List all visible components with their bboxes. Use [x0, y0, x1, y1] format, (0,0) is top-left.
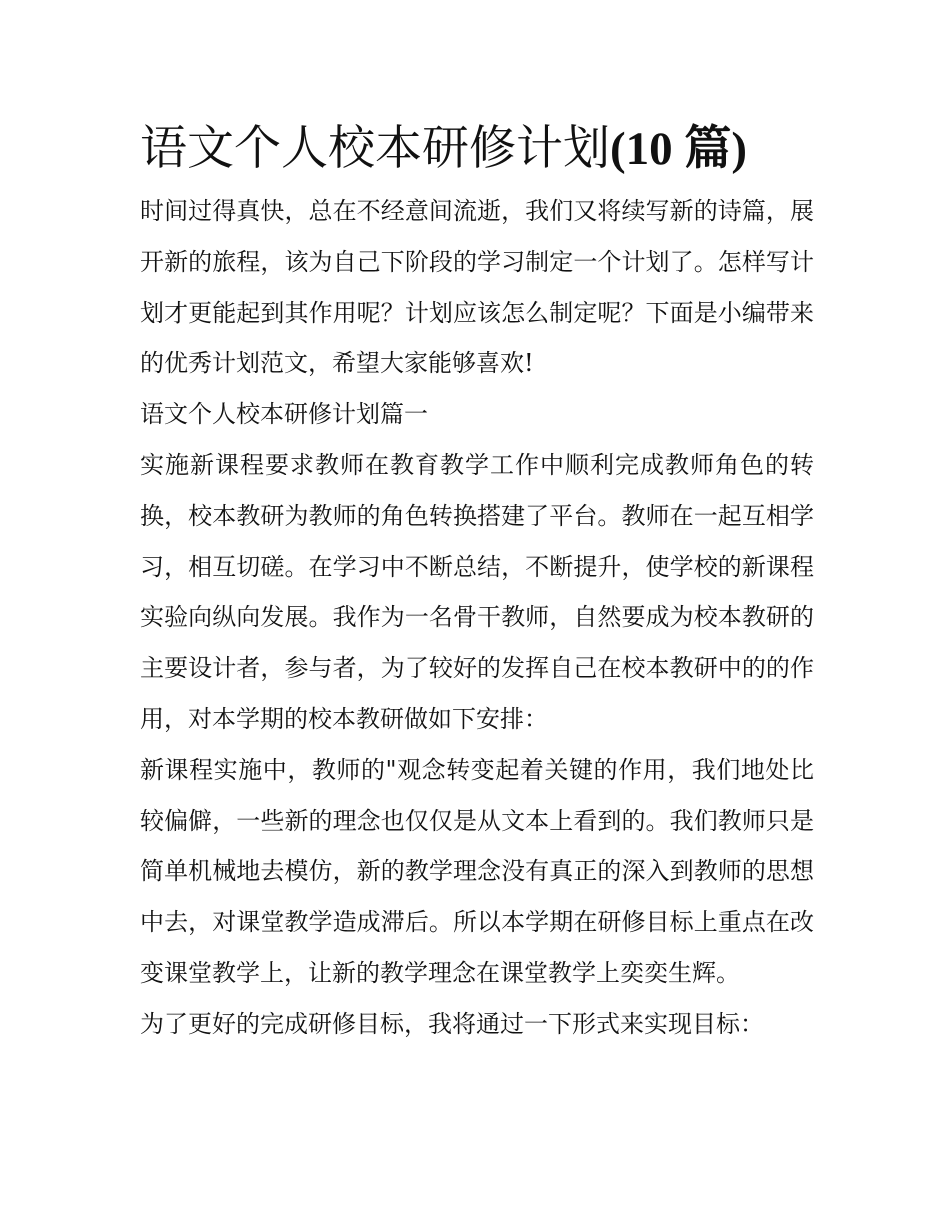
- intro-paragraph: 时间过得真快，总在不经意间流逝，我们又将续写新的诗篇，展开新的旅程，该为自己下阶段的学习制定一个计划了。怎样写计划才更能起到其作用呢？计划应该怎么制定呢？下面是小编带来的优秀计划范文，希望大家能够喜欢!: [140, 197, 814, 378]
- section-heading: 语文个人校本研修计划篇一: [140, 400, 428, 429]
- body-paragraph: 实施新课程要求教师在教育教学工作中顺利完成教师角色的转换，校本教研为教师的角色转换搭建了平台。教师在一起互相学习，相互切磋。在学习中不断总结，不断提升，使学校的新课程实验向纵向发展。我作为一名骨干教师，自然要成为校本教研的主要设计者，参与者，为了较好的发挥自己在校本教研中的的作用，对本学期的校本教研做如下安排：: [140, 450, 814, 733]
- body-paragraph: 新课程实施中，教师的"观念转变起着关键的作用，我们地处比较偏僻，一些新的理念也仅仅是从文本上看到的。我们教师只是简单机械地去模仿，新的教学理念没有真正的深入到教师的思想中去，对课堂教学造成滞后。所以本学期在研修目标上重点在改变课堂教学上，让新的教学理念在课堂教学上奕奕生辉。: [140, 755, 814, 987]
- title-main: 语文个人校本研修计划: [140, 121, 610, 176]
- title-suffix: (10 篇): [610, 123, 748, 175]
- body-paragraph: 为了更好的完成研修目标，我将通过一下形式来实现目标：: [140, 1009, 764, 1038]
- document-title: [140, 118, 814, 180]
- document-body: [140, 118, 814, 1050]
